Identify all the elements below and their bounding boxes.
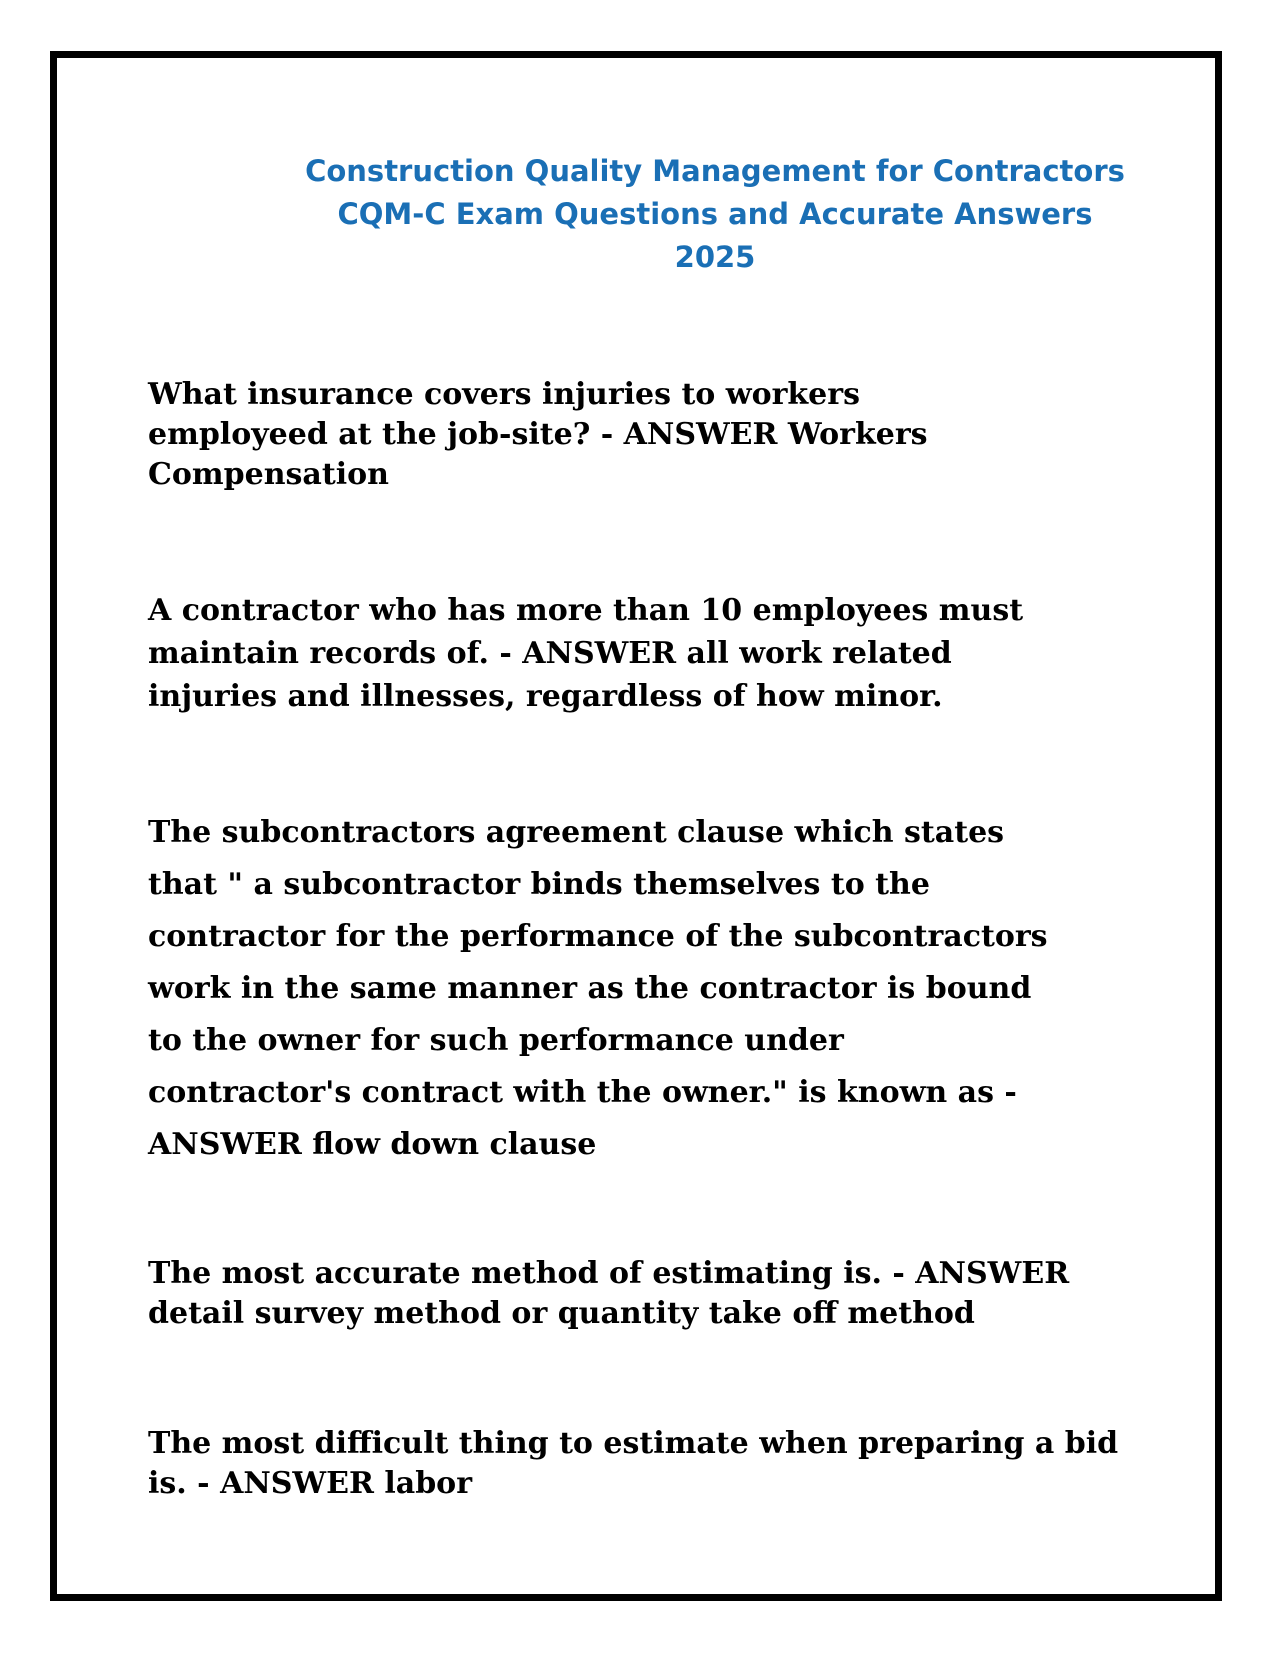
qa-line: contractor for the performance of the subcontractors: [148, 919, 1048, 954]
qa-line: A contractor who has more than 10 employees must: [148, 593, 1024, 628]
qa-item-estimating-method: [148, 1254, 1138, 1334]
qa-item-flow-down-clause: [148, 807, 1138, 1171]
qa-line: injuries and illnesses, regardless of how minor.: [148, 679, 943, 714]
qa-line: ANSWER flow down clause: [148, 1127, 597, 1162]
qa-item-difficult-estimate: [148, 1424, 1138, 1504]
qa-line: What insurance covers injuries to workers: [148, 377, 860, 412]
qa-line: work in the same manner as the contractor is bound: [148, 971, 1032, 1006]
qa-line: The most difficult thing to estimate when preparing a bid: [148, 1426, 1119, 1461]
qa-line: The subcontractors agreement clause which states: [148, 815, 1005, 850]
title-line: Construction Quality Management for Contractors: [305, 154, 1125, 188]
qa-line: Compensation: [148, 457, 389, 492]
title-line: CQM-C Exam Questions and Accurate Answers: [337, 197, 1093, 231]
qa-item-injury-records: [148, 589, 1138, 718]
document-title: [240, 150, 1190, 279]
qa-line: The most accurate method of estimating is. - ANSWER: [148, 1256, 1070, 1291]
qa-line: is. - ANSWER labor: [148, 1466, 472, 1501]
qa-line: employeed at the job-site? - ANSWER Workers: [148, 417, 928, 452]
qa-line: to the owner for such performance under: [148, 1023, 844, 1058]
title-line: 2025: [674, 240, 756, 274]
qa-item-workers-compensation: [148, 375, 1138, 495]
qa-line: contractor's contract with the owner." is known as -: [148, 1075, 1017, 1110]
qa-line: maintain records of. - ANSWER all work related: [148, 636, 952, 671]
qa-line: detail survey method or quantity take off method: [148, 1296, 975, 1331]
qa-line: that " a subcontractor binds themselves to the: [148, 867, 930, 902]
